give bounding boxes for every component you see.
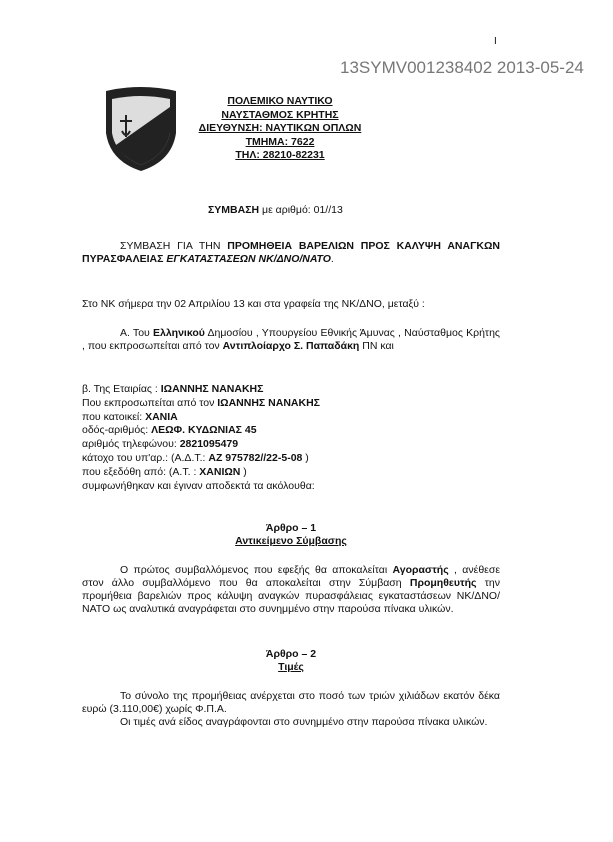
page-mark: I (494, 36, 497, 47)
intro: Στο ΝΚ σήμερα την 02 Απριλίου 13 και στα γραφεία της ΝΚ/ΔΝΟ, μεταξύ : (82, 298, 425, 310)
contract-subject (82, 240, 500, 266)
value: ΧΑΝΙΑ (145, 410, 178, 423)
value: ΙΩΑΝΝΗΣ ΝΑΝΑΚΗΣ (160, 383, 264, 395)
text: Ο πρώτος συμβαλλόμενος που εφεξής θα αποκαλείται (120, 564, 393, 576)
article-title: Άρθρο – 2 (265, 648, 317, 660)
navy-crest-logo (102, 85, 180, 173)
contract-number (208, 204, 343, 216)
party-b-line (82, 438, 500, 452)
value: 2821095479 (179, 438, 239, 451)
value: ΛΕΩΦ. ΚΥΔΩΝΙΑΣ 45 (151, 424, 257, 437)
article-2-p1: Το σύνολο της προμήθειας ανέρχεται στο ποσό των τριών χιλιάδων εκατόν δέκα ευρώ (3.110,00€) χωρίς Φ.Π.Α. (82, 690, 500, 715)
text: την προμήθεια βαρελιών προς κάλυψη αναγκών πυρασφάλειας εγκαταστάσεων ΝΚ/ΔΝΟ/ΝΑΤΟ ως αναλυτικά αναγράφεται στο συνημμένο στην παρούσα πίνακα υλικών. (82, 577, 500, 615)
label: που κατοικεί: (82, 410, 146, 423)
party-b (82, 383, 500, 493)
value: ΑΖ 975782//22-5-08 (208, 451, 303, 464)
text: Α. Του (120, 327, 153, 339)
letterhead (190, 95, 370, 163)
label: β. Της Εταιρίας : (82, 383, 161, 395)
agreed-line: συμφωνήθηκαν και έγιναν αποδεκτά τα ακόλουθα: (82, 479, 315, 492)
article-2-p2: Οι τιμές ανά είδος αναγράφονται στο συνημμένο στην παρούσα πίνακα υλικών. (120, 716, 488, 728)
text: , ανέθεσε στον άλλο συμβαλλόμενο που θα αποκαλείται στην Σύμβαση (82, 564, 500, 589)
value: ΙΩΑΝΝΗΣ ΝΑΝΑΚΗΣ (217, 396, 320, 409)
text: ΣΥΜΒΑΣΗ ΓΙΑ ΤΗΝ (120, 240, 228, 252)
party-a (82, 327, 500, 353)
label: οδός-αριθμός: (82, 424, 152, 437)
party-b-line (82, 466, 500, 480)
contract-no: με αριθμό: 01//13 (259, 204, 343, 216)
text: ΕΓΚΑΤΑΣΤΑΣΕΩΝ ΝΚ/ΔΝΟ/ΝΑΤΟ (166, 253, 331, 265)
text: Προμηθευτής (409, 577, 477, 589)
text: Αγοραστής (392, 564, 449, 576)
label: κάτοχο του υπ'αρ.: (Α.Δ.Τ.: (82, 451, 209, 464)
article-1-body (82, 564, 500, 616)
text: Αντιπλοίαρχο Σ. Παπαδάκη (222, 340, 360, 352)
registry-stamp: 13SYMV001238402 2013-05-24 (340, 58, 584, 77)
party-b-line (82, 452, 500, 466)
text: Δημοσίου , Υπουργείου Εθνικής Άμυνας , Ναύσταθμος Κρήτης , που εκπροσωπείται από τον (82, 327, 500, 352)
article-2-heading (82, 648, 500, 674)
party-b-line (82, 397, 500, 411)
label: Που εκπροσωπείται από τον (82, 396, 218, 409)
contract-label: ΣΥΜΒΑΣΗ (208, 204, 260, 216)
article-subtitle: Τιμές (278, 661, 304, 673)
letterhead-line: ΤΜΗΜΑ: 7622 (245, 135, 315, 148)
letterhead-line: ΤΗΛ: 28210-82231 (235, 149, 325, 161)
text: Ελληνικού (152, 327, 205, 339)
suffix: ) (302, 451, 309, 464)
suffix: ) (240, 465, 247, 478)
party-b-line (82, 383, 500, 397)
article-subtitle: Αντικείμενο Σύμβασης (235, 535, 347, 547)
text: . (330, 253, 334, 265)
article-title: Άρθρο – 1 (265, 522, 317, 534)
letterhead-line: ΔΙΕΥΘΥΝΣΗ: ΝΑΥΤΙΚΩΝ ΟΠΛΩΝ (198, 122, 362, 134)
party-b-line (82, 424, 500, 438)
label: αριθμός τηλεφώνου: (82, 438, 180, 451)
text: ΠΝ και (359, 340, 394, 352)
party-b-line (82, 411, 500, 425)
letterhead-line: ΝΑΥΣΤΑΘΜΟΣ ΚΡΗΤΗΣ (221, 108, 339, 121)
value: ΧΑΝΙΩΝ (199, 465, 241, 478)
text: ΠΡΟΜΗΘΕΙΑ ΒΑΡΕΛΙΩΝ ΠΡΟΣ ΚΑΛΥΨΗ ΑΝΑΓΚΩΝ ΠΥΡΑΣΦΑΛΕΙΑΣ (82, 240, 500, 265)
letterhead-line: ΠΟΛΕΜΙΚΟ ΝΑΥΤΙΚΟ (227, 95, 333, 107)
label: που εξεδόθη από: (Α.Τ. : (82, 465, 200, 478)
article-1-heading (82, 522, 500, 548)
